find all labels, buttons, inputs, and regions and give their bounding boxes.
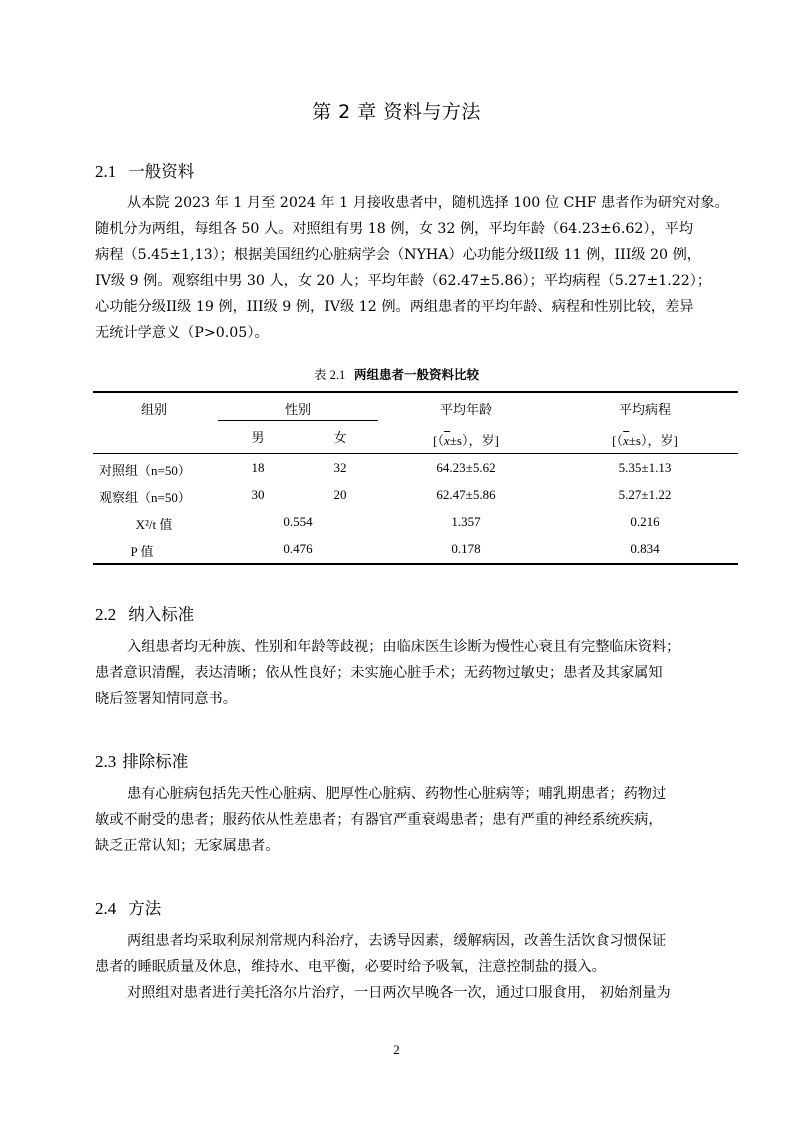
mean-symbol: x bbox=[444, 433, 450, 448]
paragraph-general-info bbox=[95, 190, 740, 346]
header-course-unit bbox=[612, 430, 678, 449]
text-line: 缺乏正常认知；无家属患者。 bbox=[95, 838, 280, 854]
section-heading-2-3 bbox=[95, 748, 188, 772]
paragraph-methods-1 bbox=[95, 928, 740, 980]
section-number: 2.4 bbox=[95, 899, 117, 918]
unit-prefix: [（ bbox=[612, 433, 624, 448]
section-heading-2-1 bbox=[95, 158, 194, 182]
paragraph-methods-2 bbox=[95, 980, 740, 1006]
section-number: 2.3 bbox=[95, 752, 117, 771]
table-caption-number: 表 2.1 bbox=[314, 368, 346, 382]
header-age-unit bbox=[433, 430, 499, 449]
text-line: 敏或不耐受的患者；服药依从性差患者；有器官严重衰竭患者；患有严重的神经系统疾病， bbox=[95, 812, 663, 828]
section-title: 方法 bbox=[128, 899, 162, 918]
row-control-age: 64.23±5.62 bbox=[436, 460, 496, 475]
text-line: 心功能分级II级 19 例，III级 9 例，IV级 12 例。两组患者的平均年龄、病程和性别比较，差异 bbox=[95, 299, 694, 315]
text-line: 患者意识清醒，表达清晰；依从性良好；未实施心脏手术；无药物过敏史；患者及其家属知 bbox=[95, 665, 663, 681]
table-caption-text: 两组患者一般资料比较 bbox=[353, 367, 479, 382]
text-line: 患有心脏病包括先天性心脏病、肥厚性心脏病、药物性心脏病等；哺乳期患者；药物过 bbox=[127, 786, 667, 802]
unit-prefix: [（ bbox=[433, 433, 445, 448]
row-control-male: 18 bbox=[251, 460, 265, 475]
row-control-course: 5.35±1.13 bbox=[618, 460, 672, 475]
row-chi2-age: 1.357 bbox=[451, 514, 481, 529]
row-observation-age: 62.47±5.86 bbox=[436, 487, 496, 502]
row-control-group: 对照组（n=50） bbox=[99, 463, 191, 478]
paragraph-exclusion bbox=[95, 781, 740, 859]
unit-suffix: ±s），岁] bbox=[449, 433, 499, 448]
text-line: 入组患者均无种族、性别和年龄等歧视；由临床医生诊断为慢性心衰且有完整临床资料； bbox=[127, 639, 681, 655]
row-observation-course: 5.27±1.22 bbox=[618, 487, 672, 502]
header-course: 平均病程 bbox=[618, 402, 672, 417]
header-age: 平均年龄 bbox=[439, 402, 493, 417]
row-control-female: 32 bbox=[333, 460, 347, 475]
table-caption bbox=[0, 365, 793, 383]
text-line: 无统计学意义（P>0.05）。 bbox=[95, 325, 269, 341]
text-line: 病程（5.45±1,13）；根据美国纽约心脏病学会（NYHA）心功能分级II级 11 例，III级 20 例， bbox=[95, 247, 701, 263]
header-male: 男 bbox=[251, 430, 265, 445]
row-chi2-group: X²/t 值 bbox=[135, 517, 173, 532]
row-p-age: 0.178 bbox=[451, 541, 481, 556]
section-number: 2.1 bbox=[95, 162, 117, 181]
row-observation-female: 20 bbox=[333, 487, 347, 502]
section-heading-2-4 bbox=[95, 895, 161, 919]
section-title: 排除标准 bbox=[122, 752, 189, 771]
paragraph-inclusion bbox=[95, 634, 740, 712]
row-chi2-course: 0.216 bbox=[630, 514, 660, 529]
text-line: 晓后签署知情同意书。 bbox=[95, 691, 237, 707]
row-observation-group: 观察组（n=50） bbox=[99, 490, 191, 505]
text-line: 从本院 2023 年 1 月至 2024 年 1 月接收患者中，随机选择 100 位 CHF 患者作为研究对象。 bbox=[127, 195, 729, 211]
section-number: 2.2 bbox=[95, 605, 117, 624]
text-line: IV级 9 例。观察组中男 30 人，女 20 人；平均年龄（62.47±5.86）；平均病程（5.27±1.22）； bbox=[95, 273, 712, 289]
row-p-group: P 值 bbox=[130, 544, 154, 559]
mean-symbol: x bbox=[623, 433, 629, 448]
text-line: 随机分为两组，每组各 50 人。对照组有男 18 例，女 32 例，平均年龄（64.23±6.62），平均 bbox=[95, 221, 694, 237]
row-p-course: 0.834 bbox=[630, 541, 660, 556]
section-title: 纳入标准 bbox=[128, 605, 195, 624]
header-female: 女 bbox=[333, 430, 347, 445]
page-number: 2 bbox=[393, 1042, 400, 1057]
table-bottom-rule bbox=[93, 563, 738, 565]
text-line: 两组患者均采取利尿剂常规内科治疗，去诱导因素，缓解病因，改善生活饮食习惯保证 bbox=[127, 933, 667, 949]
row-chi2-sex: 0.554 bbox=[283, 514, 313, 529]
header-sex: 性别 bbox=[284, 402, 312, 417]
table-header-rule bbox=[93, 453, 738, 454]
row-observation-male: 30 bbox=[251, 487, 265, 502]
chapter-title: 第 2 章 资料与方法 bbox=[312, 101, 481, 123]
table-sex-subrule bbox=[218, 420, 378, 421]
unit-suffix: ±s），岁] bbox=[628, 433, 678, 448]
text-line: 患者的睡眠质量及休息，维持水、电平衡，必要时给予吸氧，注意控制盐的摄入。 bbox=[95, 959, 606, 975]
text-line: 对照组对患者进行美托洛尔片治疗，一日两次早晚各一次，通过口服食用， 初始剂量为 bbox=[127, 985, 671, 1001]
section-heading-2-2 bbox=[95, 601, 194, 625]
header-group: 组别 bbox=[140, 402, 168, 417]
row-p-sex: 0.476 bbox=[283, 541, 313, 556]
table-top-rule bbox=[93, 391, 738, 393]
section-title: 一般资料 bbox=[128, 162, 195, 181]
